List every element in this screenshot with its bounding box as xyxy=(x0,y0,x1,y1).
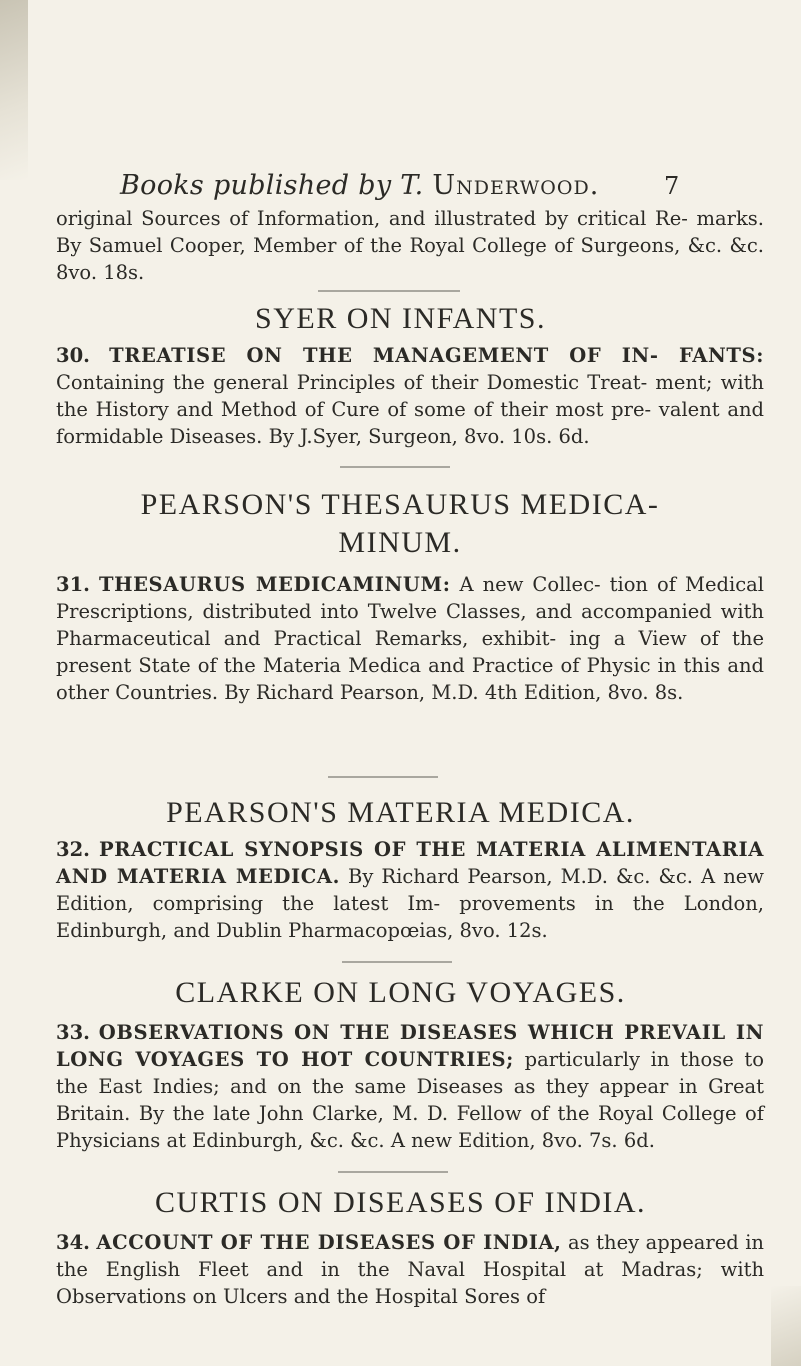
entry-body: particularly in those to the East Indies; and on the same Diseases as they appear in Great Britain. By the late John Clarke, M. D. Fellow of the Royal College of Physicians at Edinburgh, &c. &c. A new Edition, 8vo. 7s. 6d. xyxy=(56,1048,764,1152)
entry-32 xyxy=(56,836,764,944)
section-heading: CLARKE ON LONG VOYAGES. xyxy=(175,976,626,1009)
section-rule xyxy=(318,290,460,292)
section-heading: CURTIS ON DISEASES OF INDIA. xyxy=(154,1186,647,1219)
section-rule xyxy=(328,776,438,778)
entry-body: as they appeared in the English Fleet and in the Naval Hospital at Madras; with Observations on Ulcers and the Hospital Sores of xyxy=(56,1231,764,1308)
entry-title: PRACTICAL SYNOPSIS OF THE MATERIA ALIMENTARIA AND MATERIA MEDICA. xyxy=(56,838,764,888)
entry-body: Containing the general Principles of their Domestic Treat- ment; with the History and Method of Cure of some of their most pre- valent and formidable Diseases. By J.Syer, Surgeon, 8vo. 10s. 6d. xyxy=(56,371,764,448)
page-edge-shadow xyxy=(0,0,28,180)
entry-number: 34. xyxy=(56,1231,90,1254)
section-rule xyxy=(340,466,450,468)
page-number: 7 xyxy=(664,172,680,200)
entry-number: 30. xyxy=(56,344,90,367)
publisher-name: Underwood. xyxy=(432,170,600,201)
lead-in-paragraph: original Sources of Information, and illustrated by critical Re- marks. By Samuel Cooper, Member of the Royal College of Surgeons, &c. &c. 8vo. 18s. xyxy=(56,207,764,284)
entry-30 xyxy=(56,342,764,450)
entry-title: TREATISE ON THE MANAGEMENT OF IN- FANTS: xyxy=(109,344,764,367)
entry-31 xyxy=(56,571,764,706)
entry-title: OBSERVATIONS ON THE DISEASES WHICH PREVAIL IN LONG VOYAGES TO HOT COUNTRIES; xyxy=(56,1021,764,1071)
entry-34 xyxy=(56,1229,764,1310)
entry-body: A new Collec- tion of Medical Prescriptions, distributed into Twelve Classes, and accompanied with Pharmaceutical and Practical Remarks, exhibit- ing a View of the present State of the Materia Medica and Practice of Physic in this and other Countries. By Richard Pearson, M.D. 4th Edition, 8vo. 8s. xyxy=(56,573,764,704)
entry-number: 33. xyxy=(56,1021,90,1044)
section-heading: PEARSON'S THESAURUS MEDICA- MINUM. xyxy=(140,488,660,559)
entry-body: By Richard Pearson, M.D. &c. &c. A new Edition, comprising the latest Im- provements in the London, Edinburgh, and Dublin Pharmacopœias, 8vo. 12s. xyxy=(56,865,764,942)
running-head xyxy=(120,170,680,201)
section-rule xyxy=(342,961,452,963)
entry-title: THESAURUS MEDICAMINUM: xyxy=(98,573,451,596)
page-corner-shadow xyxy=(771,1286,801,1366)
entry-title: ACCOUNT OF THE DISEASES OF INDIA, xyxy=(96,1231,562,1254)
section-rule xyxy=(338,1171,448,1173)
running-head-prefix: Books published by T. xyxy=(120,170,433,201)
entry-number: 32. xyxy=(56,838,90,861)
entry-33 xyxy=(56,1019,764,1154)
entry-number: 31. xyxy=(56,573,90,596)
section-heading: PEARSON'S MATERIA MEDICA. xyxy=(166,796,635,829)
section-heading: SYER ON INFANTS. xyxy=(255,302,546,335)
